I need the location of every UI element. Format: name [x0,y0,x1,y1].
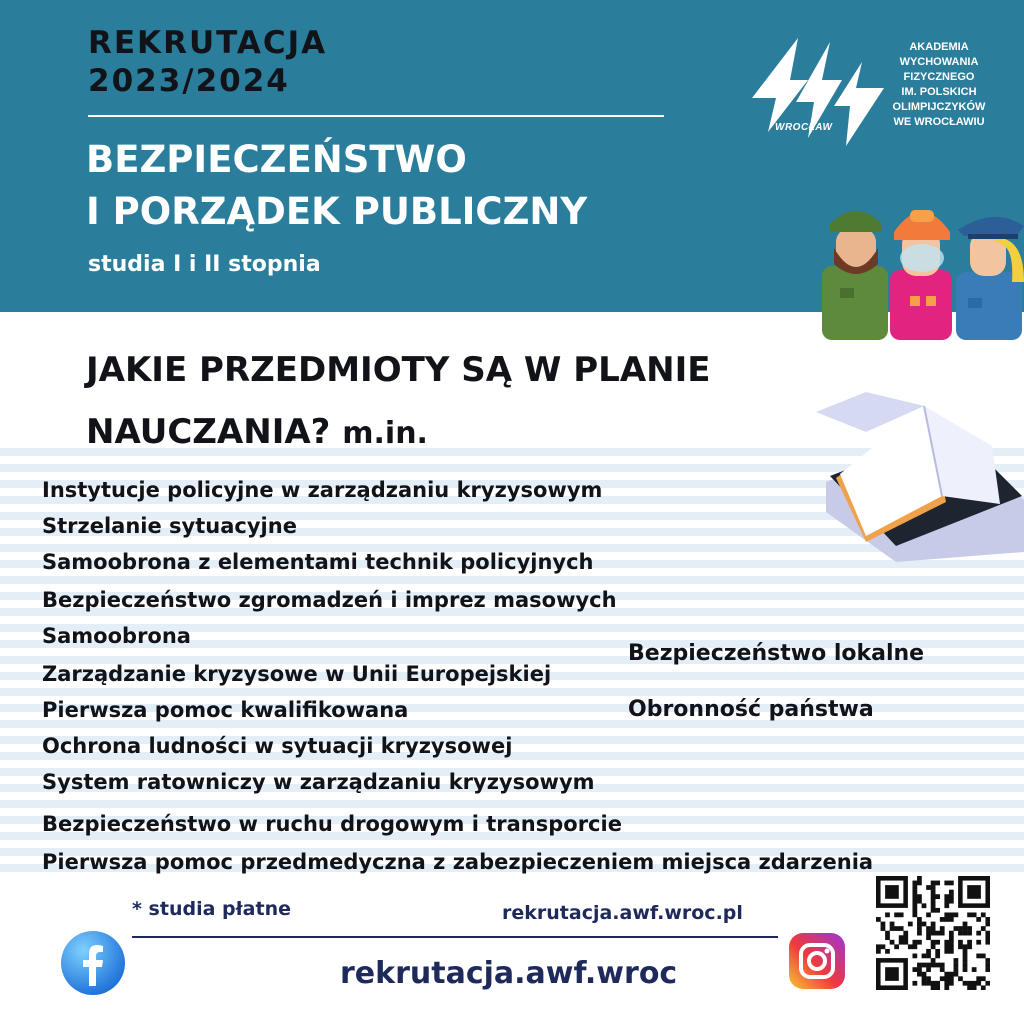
open-book-illustration [796,392,1024,564]
subjects-heading-line2 [86,410,428,456]
facebook-icon[interactable] [60,930,126,996]
academy-line: OLIMPIJCZYKÓW [892,101,986,113]
academy-line: WYCHOWANIA [899,56,979,68]
instagram-icon[interactable] [788,932,846,990]
subject-item: Samoobrona [42,624,191,648]
subjects-heading-word: NAUCZANIA? [86,412,331,452]
program-title-line1: BEZPIECZEŃSTWO [86,138,467,181]
paid-studies-note: * studia płatne [132,898,291,920]
subject-item-right: Bezpieczeństwo lokalne [628,641,925,666]
program-title [86,134,587,238]
uniformed-people-illustration [818,188,1024,340]
academy-line: AKADEMIA [909,41,969,53]
qr-code-icon[interactable] [876,876,990,990]
subject-item: Instytucje policyjne w zarządzaniu kryzysowym [42,478,603,502]
subjects-heading-suffix: m.in. [342,416,428,451]
recruitment-url-small[interactable]: rekrutacja.awf.wroc.pl [502,902,743,924]
academy-line: FIZYCZNEGO [903,71,975,83]
academy-line: IM. POLSKICH [901,86,977,98]
subject-item-right: Obronność państwa [628,697,874,722]
subject-item: Samoobrona z elementami technik policyjnych [42,550,594,574]
header-divider [88,115,664,117]
academy-line: WE WROCŁAWIU [893,116,985,128]
recruitment-word: REKRUTACJA [88,25,328,61]
subject-item: Pierwsza pomoc kwalifikowana [42,698,409,722]
subject-item: Bezpieczeństwo zgromadzeń i imprez masowych [42,588,617,612]
subjects-heading-line1: JAKIE PRZEDMIOTY SĄ W PLANIE [86,350,711,390]
recruitment-url-large[interactable]: rekrutacja.awf.wroc [340,956,678,991]
logo-word: WROCŁAW [775,122,833,133]
subject-item: Strzelanie sytuacyjne [42,514,297,538]
program-title-line2: I PORZĄDEK PUBLICZNY [86,190,588,233]
recruitment-year: 2023/2024 [88,63,290,99]
subject-item: Bezpieczeństwo w ruchu drogowym i transporcie [42,812,622,836]
footer-divider [132,936,778,938]
subject-item: Pierwsza pomoc przedmedyczna z zabezpieczeniem miejsca zdarzenia [42,850,874,874]
subject-item: Ochrona ludności w sytuacji kryzysowej [42,734,513,758]
subject-item: System ratowniczy w zarządzaniu kryzysowym [42,770,595,794]
program-subtitle: studia I i II stopnia [88,252,321,277]
subject-item: Zarządzanie kryzysowe w Unii Europejskiej [42,662,552,686]
recruitment-label [88,24,327,100]
academy-name [878,40,1000,130]
